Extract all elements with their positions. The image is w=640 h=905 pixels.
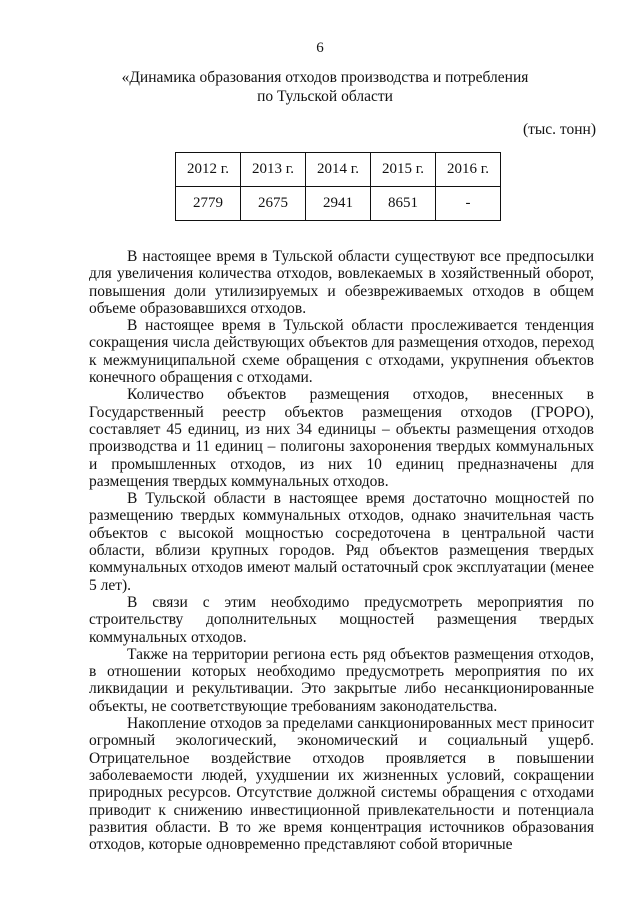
table-cell: - [436,187,501,221]
unit-label: (тыс. тонн) [522,121,596,138]
table-cell: 2675 [241,187,306,221]
table-header-cell: 2012 г. [176,153,241,187]
table-cell: 2779 [176,187,241,221]
waste-dynamics-table [175,152,501,221]
table-row [176,187,501,221]
paragraph: В связи с этим необходимо предусмотреть мероприятия по строительству дополнительных мощностей размещения твердых коммунальных отходов. [89,593,594,646]
table-header-cell: 2016 г. [436,153,501,187]
paragraph: В настоящее время в Тульской области прослеживается тенденция сокращения числа действующих объектов для размещения отходов, переход к межмуниципальной схеме обращения с отходами, укрупнения объектов конечного обращения с отходами. [89,317,594,387]
table-header-cell: 2013 г. [241,153,306,187]
paragraph: В Тульской области в настоящее время достаточно мощностей по размещению твердых коммунальных отходов, однако значительная часть объектов с высокой мощностью сосредоточена в центральной части области, вблизи крупных городов. Ряд объектов размещения твердых коммунальных отходов имеют малый остаточный срок эксплуатации (менее 5 лет). [89,490,594,594]
paragraph: Накопление отходов за пределами санкционированных мест приносит огромный экологический, экономический и социальный ущерб. Отрицательное воздействие отходов проявляется в повышении заболеваемости людей, ухудшении их жизненных условий, сокращении природных ресурсов. Отсутствие должной системы обращения с отходами приводит к снижению инвестиционной привлекательности и потенциала развития области. В то же время концентрация источников образования отходов, которые одновременно представляют собой вторичные [89,715,594,854]
table-header-cell: 2015 г. [371,153,436,187]
table-cell: 8651 [371,187,436,221]
body-text [89,248,594,853]
paragraph: В настоящее время в Тульской области существуют все предпосылки для увеличения количества отходов, вовлекаемых в хозяйственный оборот, повышения доли утилизируемых и обезвреживаемых отходов в общем объеме образовавшихся отходов. [89,248,594,317]
page-number: 6 [316,40,324,56]
title-line-2: по Тульской области [257,88,393,105]
table-header-cell: 2014 г. [306,153,371,187]
title-line-1: «Динамика образования отходов производства и потребления [121,69,529,86]
table-cell: 2941 [306,187,371,221]
paragraph: Количество объектов размещения отходов, внесенных в Государственный реестр объектов размещения отходов (ГРОРО), составляет 45 единиц, из них 34 единицы – объекты размещения отходов производства и 11 единиц – полигоны захоронения твердых коммунальных и промышленных отходов, из них 10 единиц предназначены для размещения твердых коммунальных отходов. [89,386,594,490]
table-header-row [176,153,501,187]
document-title [90,68,560,106]
paragraph: Также на территории региона есть ряд объектов размещения отходов, в отношении которых необходимо предусмотреть мероприятия по их ликвидации и рекультивации. Это закрытые либо несанкционированные объекты, не соответствующие требованиям законодательства. [89,645,594,715]
